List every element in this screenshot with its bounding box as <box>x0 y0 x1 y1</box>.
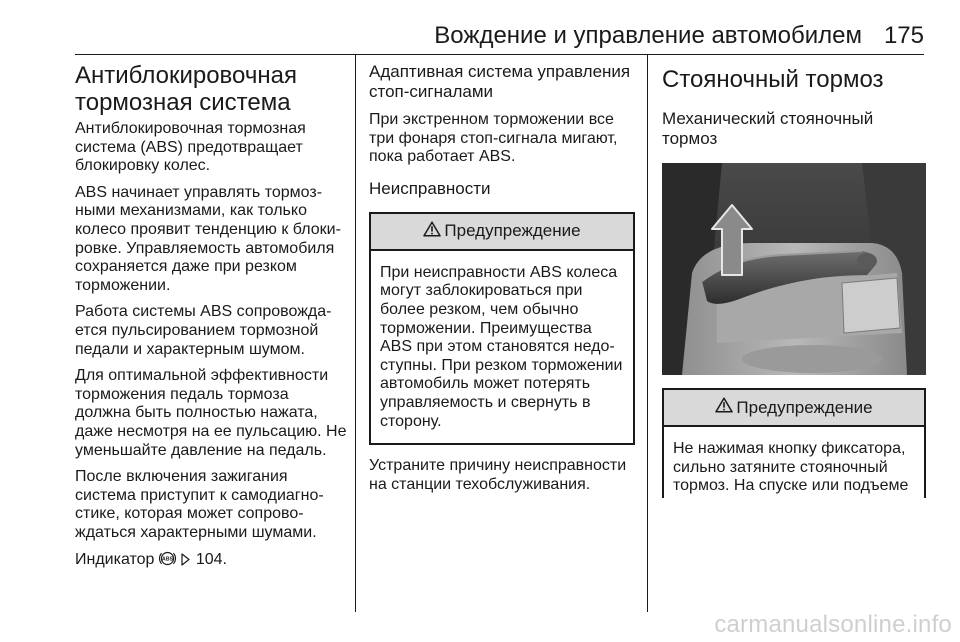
parking-brake-photo <box>662 163 926 375</box>
warning-triangle-icon <box>715 397 733 418</box>
abs-paragraph: После включения зажигания система приступит к самодиагностике, которая может сопровождаться характерными шумами. <box>75 468 324 541</box>
column-divider-1 <box>355 55 356 612</box>
brake-light-section <box>369 62 635 502</box>
warning-triangle-icon <box>423 221 441 242</box>
page-ref-icon <box>180 552 191 573</box>
warning-header <box>371 214 633 251</box>
mechanical-brake-subtitle: Механический стояночный тормоз <box>662 109 874 148</box>
indicator-label: Индикатор <box>75 551 155 569</box>
watermark: carmanualsonline.info <box>714 611 952 638</box>
abs-paragraph: Работа системы ABS сопровождается пульсированием тормозной педали и характерным шумом. <box>75 303 332 358</box>
brake-light-intro: При экстренном торможении все три фонаря стоп-сигнала мигают, пока работает ABS. <box>369 111 618 166</box>
warning-text: Не нажимая кнопку фиксатора, сильно затяните стояночный тормоз. На спуске или подъеме <box>673 440 909 495</box>
warning-label: Предупреждение <box>736 397 873 417</box>
faults-outro: Устраните причину неисправности на станции техобслуживания. <box>369 457 627 493</box>
parking-brake-title: Стояночный тормоз <box>662 66 884 93</box>
abs-paragraph: ABS начинает управлять тормозными механизмами, как только колесо проявит тенденцию к блокировке. Управляемость автомобиля сохраняется даже при резком торможении. <box>75 183 341 294</box>
parking-brake-section <box>662 62 926 498</box>
warning-box <box>662 388 926 498</box>
abs-paragraph: Антиблокировочная тормозная система (ABS) предотвращает блокировку колес. <box>75 120 306 175</box>
warning-body <box>371 251 633 443</box>
warning-label: Предупреждение <box>444 221 581 241</box>
abs-section <box>75 62 347 581</box>
svg-text:ABS: ABS <box>161 557 173 564</box>
abs-section-title: Антиблокировочная тормозная система <box>75 62 297 116</box>
indicator-page: 104. <box>195 551 227 569</box>
abs-paragraph: Для оптимальной эффективности торможения педаль тормоза должна быть полностью нажата, даже несмотря на ее пульсацию. Не уменьшайте давление на педаль. <box>75 367 347 459</box>
column-divider-2 <box>647 55 648 612</box>
warning-text: При неисправности ABS колеса могут заблокироваться при более резком, чем обычно торможении. Преимущества ABS при этом становятся недоступны. При резком торможении автомобиль может потерять управляемость и свернуть в сторону. <box>380 263 623 430</box>
page-number: 175 <box>883 22 924 49</box>
page-header-title: Вождение и управление автомобилем <box>434 22 862 49</box>
warning-body <box>664 427 924 508</box>
header-divider <box>75 54 924 55</box>
page-header <box>75 22 924 50</box>
brake-light-title: Адаптивная система управления стоп-сигналами <box>369 62 631 101</box>
abs-warning-icon <box>159 550 176 573</box>
abs-indicator-line <box>75 550 347 573</box>
warning-header <box>664 390 924 427</box>
faults-subtitle: Неисправности <box>369 178 491 198</box>
warning-box <box>369 212 635 445</box>
